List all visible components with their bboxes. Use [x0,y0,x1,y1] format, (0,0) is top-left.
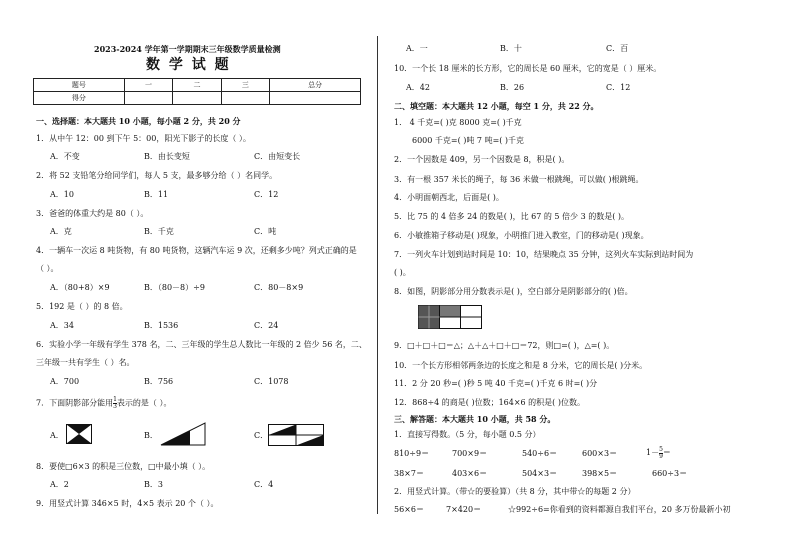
option[interactable]: B． [144,431,158,440]
fill-8: 8．如图，阴影部分用分数表示是( )，空白部分是阴影部分的( )倍。 [394,287,633,296]
section-3-heading: 三、解答题：本大题共 10 小题，共 58 分。 [394,414,556,424]
calc-text: 1－ [646,448,660,457]
question-1: 1．从中午 12：00 到下午 5：00，阳光下影子的长度（ ）。 [36,134,251,143]
fraction-numerator: 1 [113,396,117,403]
calc-item: 7×420＝ [446,505,482,514]
score-input-cell[interactable] [173,92,221,105]
calc-item: 403×6＝ [452,469,488,478]
score-cell: 题号 [34,79,125,92]
score-cell: 总分 [270,79,361,92]
option[interactable]: A．10 [50,190,74,199]
option[interactable]: B．3 [144,480,163,489]
solve-2: 2．用竖式计算。（带☆的要验算）（共 8 分，其中带☆的每题 2 分） [394,487,636,496]
rectangle-figure [268,424,324,446]
fill-1: 1． 4 千克=( )克 8000 克=( )千克 [394,118,522,127]
subject-title: 数 学 试 题 [146,57,231,73]
section-1-heading: 一、选择题：本大题共 10 小题，每小题 2 分，共 20 分 [36,116,241,126]
hourglass-shape-figure [66,424,92,444]
triangle-figure [160,422,206,446]
fill-6: 6．小敏推箱子移动是( )现象，小明推门进入教室，门的移动是( )现象。 [394,231,649,240]
calc-item: 600×3＝ [582,449,618,458]
score-table-score-row [34,92,361,105]
fill-12: 12．868÷4 的商是( )位数；164×6 的积是( )位数。 [394,398,585,407]
option[interactable]: B．756 [144,377,174,386]
fill-3: 3．有一根 357 米长的绳子，每 36 米做一根跳绳，可以做( )根跳绳。 [394,175,644,184]
option[interactable]: B．千克 [144,227,174,236]
option[interactable]: A．34 [50,321,74,330]
calc-item-fraction [646,446,671,460]
score-table [33,78,361,105]
option[interactable]: C．4 [254,480,274,489]
question-9: 9．用竖式计算 346×5 时，4×5 表示 20 个（ ）。 [36,499,219,508]
option[interactable]: C．12 [606,83,631,92]
option[interactable]: A．2 [50,480,69,489]
fill-7: 7．一列火车计划到站时间是 10：10，结果晚点 35 分钟，这列火车实际到站时间为 [394,250,694,259]
option[interactable]: A．一 [406,44,428,53]
calc-item: 504×3＝ [522,469,558,478]
option[interactable]: B．十 [500,44,522,53]
fraction-numerator: 5 [659,445,663,453]
score-input-cell[interactable] [221,92,269,105]
fill-9: 9．□＋□＋□＝△；△＋△＋□＋□＝72，则□=( )，△=( )。 [394,341,615,350]
score-cell: 三 [221,79,269,92]
calc-item: 660÷3＝ [652,469,688,478]
option[interactable]: A． [50,431,64,440]
calc-item: 700×9＝ [452,449,488,458]
question-6: 6．实验小学一年级有学生 378 名，二、三年级的学生总人数比一年级的 2 倍少 56 名，二、 [36,340,367,349]
option[interactable]: C． [254,431,269,440]
option[interactable]: C．80－8×9 [254,283,304,292]
question-7 [36,397,171,410]
option[interactable]: A．不变 [50,152,80,161]
shaded-grid-figure [418,305,482,329]
score-cell: 一 [124,79,172,92]
fill-7-cont: ( )。 [394,268,411,277]
score-input-cell[interactable] [270,92,361,105]
exam-title: 2023-2024 学年第一学期期末三年级数学质量检测 [94,44,281,54]
option[interactable]: A．700 [50,377,80,386]
option[interactable]: B．26 [500,83,525,92]
option[interactable]: A．（80+8）×9 [50,283,110,292]
question-10: 10．一个长 18 厘米的长方形，它的周长是 60 厘米，它的宽是（ ）厘米。 [394,64,662,73]
question-7-text: 表示的是（ ）。 [116,398,172,408]
solve-1: 1．直接写得数。（5 分，每小题 0.5 分） [394,430,541,439]
option[interactable]: C．百 [606,44,629,53]
option[interactable]: B．由长变短 [144,152,190,161]
question-5: 5．192 是（ ）的 8 倍。 [36,302,128,311]
score-table-header-row [34,79,361,92]
fill-1-cont: 6000 千克=( )吨 7 吨=( )千克 [412,136,525,145]
option[interactable]: B．1536 [144,321,179,330]
score-cell: 二 [173,79,221,92]
fill-5: 5．比 75 的 4 倍多 24 的数是( )，比 67 的 5 倍少 3 的数是( )。 [394,212,629,221]
option[interactable]: B．11 [144,190,169,199]
question-4: 4．一辆车一次运 8 吨货物，有 80 吨货物，这辆汽车运 9 次，还剩多少吨？列式正确的是 [36,246,357,255]
option[interactable]: C．12 [254,190,279,199]
question-2: 2．将 52 支铅笔分给同学们，每人 5 支，最多够分给（ ）名同学。 [36,171,278,180]
fraction-denominator: 9 [659,452,663,460]
question-6-cont: 三年级一共有学生（ ）名。 [36,358,135,367]
option[interactable]: A．克 [50,227,72,236]
fill-10: 10．一个长方形相邻两条边的长度之和是 8 分米，它的周长是( )分米。 [394,361,648,370]
question-7-text: 7．下面阴影部分能用 [36,398,114,408]
option[interactable]: C．由短变长 [254,152,301,161]
option[interactable]: C．24 [254,321,279,330]
fraction-denominator: 3 [113,403,117,410]
option[interactable]: C．1078 [254,377,289,386]
calc-item: 56×6＝ [394,505,424,514]
question-4-cont: （ ）。 [36,264,59,273]
score-cell: 得分 [34,92,125,105]
option[interactable]: C．吨 [254,227,277,236]
fill-4: 4．小明面朝西北，后面是( )。 [394,193,504,202]
fill-11: 11．2 分 20 秒=( )秒 5 吨 40 千克=( )千克 6 时=( )分 [394,379,598,388]
calc-item: 38×7＝ [394,469,424,478]
fill-2: 2．一个因数是 409，另一个因数是 8，积是( )。 [394,155,570,164]
option[interactable]: A．42 [406,83,430,92]
question-8: 8．要使□6×3 的积是三位数，□中最小填（ ）。 [36,462,211,471]
calc-text: ＝ [662,448,671,457]
question-3: 3．爸爸的体重大约是 80（ ）。 [36,209,149,218]
calc-item: 810÷9＝ [394,449,430,458]
score-input-cell[interactable] [124,92,172,105]
option[interactable]: B．（80－8）÷9 [144,283,205,292]
section-2-heading: 二、填空题：本大题共 12 小题，每空 1 分，共 22 分。 [394,101,599,111]
calc-item: 540÷6＝ [522,449,558,458]
column-divider [377,36,378,514]
calc-item: ☆992÷6=你看到的资料都源自我们平台，20 多万份最新小初 [508,505,731,514]
calc-item: 398×5＝ [582,469,618,478]
